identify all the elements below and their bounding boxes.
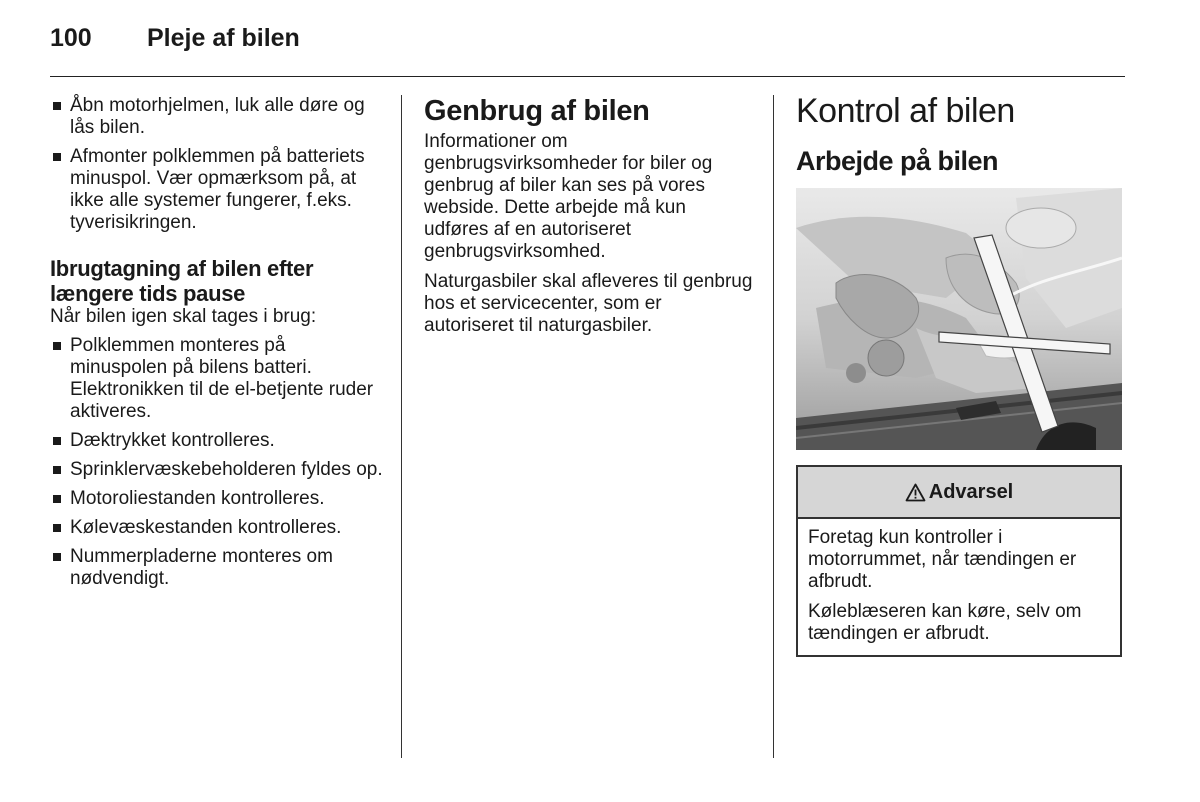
- section-subheading: Ibrugtagning af bilen efter længere tids pause: [50, 256, 314, 306]
- warning-text: Foretag kun kontroller i motorrummet, når tændingen er afbrudt.: [808, 527, 1077, 592]
- warning-body: [798, 519, 1120, 655]
- warning-box: [796, 465, 1122, 657]
- page-title: Pleje af bilen: [147, 24, 300, 52]
- paragraph: Informationer om genbrugsvirksomheder for biler og genbrug af biler kan ses på vores webside. Dette arbejde må kun udføres af en autoriseret genbrugsvirksomhed.: [424, 131, 713, 262]
- list-item: Kølevæskestanden kontrolleres.: [50, 517, 385, 539]
- chapter-heading: Kontrol af bilen: [796, 92, 1015, 130]
- list-item: Afmonter polklemmen på batteriets minuspol. Vær opmærksom på, at ikke alle systemer fungerer, f.eks. tyverisikringen.: [50, 146, 385, 234]
- list-item: Dæktrykket kontrolleres.: [50, 430, 385, 452]
- warning-text: Køleblæseren kan køre, selv om tændingen er afbrudt.: [808, 601, 1082, 644]
- list-item: Motoroliestanden kontrolleres.: [50, 488, 385, 510]
- column-middle: [424, 95, 754, 345]
- page-header: [50, 24, 1125, 77]
- engine-bay-photo: [796, 188, 1122, 450]
- page-number: 100: [50, 24, 92, 52]
- paragraph: Naturgasbiler skal afleveres til genbrug hos et servicecenter, som er autoriseret til naturgasbiler.: [424, 271, 753, 336]
- list-item: Åbn motorhjelmen, luk alle døre og lås bilen.: [50, 95, 385, 139]
- section-heading: Genbrug af bilen: [424, 95, 650, 127]
- column-divider-left: [401, 95, 402, 758]
- warning-header: [798, 467, 1120, 519]
- section-subheading: Arbejde på bilen: [796, 146, 999, 176]
- bullet-list-top: [50, 95, 385, 234]
- list-item: Polklemmen monteres på minuspolen på bilens batteri. Elektronikken til de el-betjente ruder aktiveres.: [50, 335, 385, 423]
- column-right: [796, 92, 1126, 657]
- intro-text: Når bilen igen skal tages i brug:: [50, 306, 317, 327]
- column-divider-right: [773, 95, 774, 758]
- warning-title: Advarsel: [928, 480, 1014, 503]
- bullet-list-bottom: [50, 335, 385, 590]
- column-left: [50, 95, 385, 597]
- list-item: Sprinklervæskebeholderen fyldes op.: [50, 459, 385, 481]
- list-item: Nummerpladerne monteres om nødvendigt.: [50, 546, 385, 590]
- warning-triangle-icon: [905, 483, 926, 502]
